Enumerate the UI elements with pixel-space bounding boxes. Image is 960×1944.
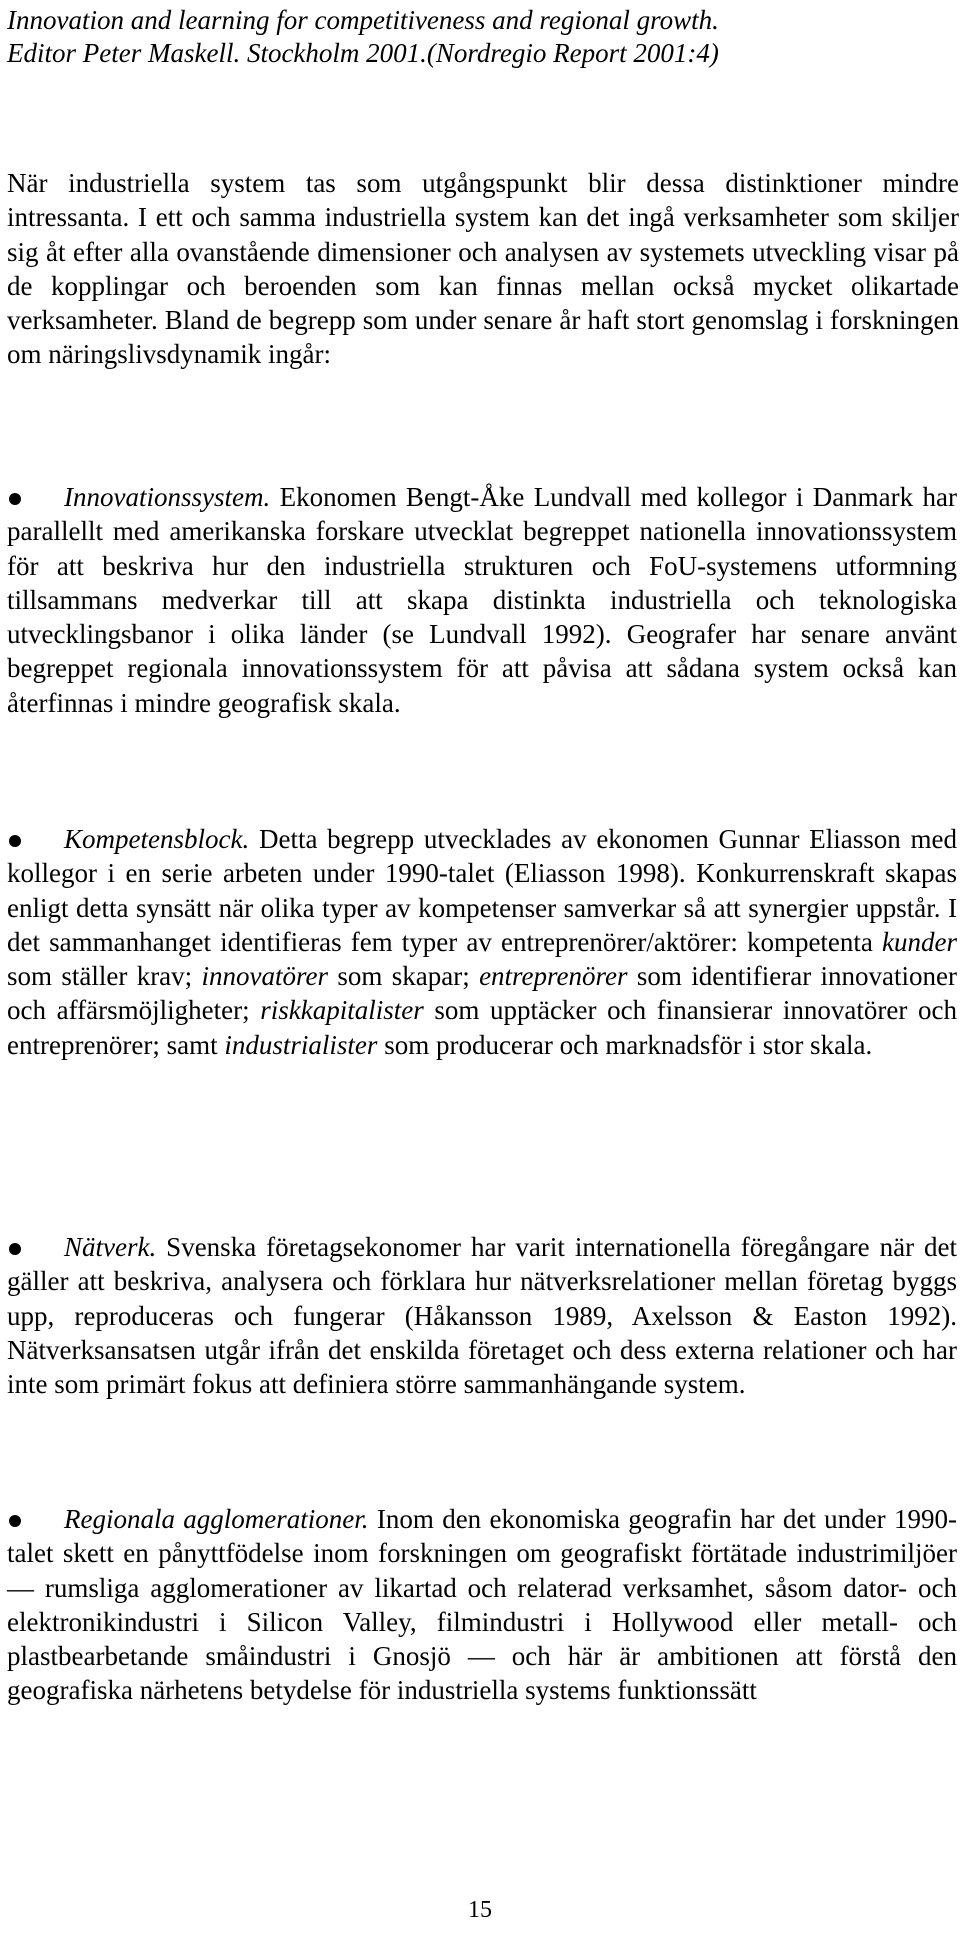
term-innovatorer: innovatörer: [201, 961, 329, 992]
term-riskkapitalister: riskkapitalister: [260, 995, 424, 1026]
bullet-term: Kompetensblock.: [64, 824, 250, 854]
bullet-text: som identifierar innovationer och affärsmöjligheter;: [7, 961, 957, 1026]
bullet-text: Detta begrepp utvecklades av ekonomen Gunnar Eliasson med kollegor i en serie arbeten under 1990-talet (Eliasson 1998). Konkurrenskraft skapas enligt detta synsätt när olika typer av kompetenser samverkar så att synergier uppstår. I det sammanhanget identifieras fem typer av entreprenörer/aktörer: kompetenta: [7, 824, 957, 957]
bullet-text: som upptäcker och finansierar innovatörer och entreprenörer; samt: [7, 995, 957, 1060]
bullet-regionala-agglomerationer: [7, 1502, 957, 1708]
bullet-text: som skapar;: [328, 961, 480, 992]
bullet-term: Nätverk.: [64, 1232, 157, 1262]
bullet-innovationssystem: [7, 480, 957, 720]
bullet-term: Innovationssystem.: [64, 482, 271, 512]
report-header: [7, 4, 947, 70]
header-line-2: Editor Peter Maskell. Stockholm 2001.(Nordregio Report 2001:4): [7, 38, 719, 68]
bullet-paragraph: [7, 1230, 957, 1401]
page-number: 15: [468, 1897, 492, 1923]
intro-paragraph: När industriella system tas som utgångspunkt blir dessa distinktioner mindre intressanta. I ett och samma industriella system kan det ingå verksamheter som skiljer sig åt efter alla ovanstående dimensioner och analysen av systemets utveckling visar på de kopplingar och beroenden som kan finnas mellan också mycket olikartade verksamheter. Bland de begrepp som under senare år haft stort genomslag i forskningen om näringslivsdynamik ingår:: [7, 168, 959, 370]
bullet-text: som producerar och marknadsför i stor skala.: [377, 1029, 873, 1060]
bullet-kompetensblock: [7, 822, 957, 1062]
bullet-text: som ställer krav;: [7, 961, 202, 992]
bullet-paragraph: [7, 822, 957, 1062]
bullet-term: Regionala agglomerationer.: [64, 1504, 369, 1534]
term-industrialister: industrialister: [224, 1029, 378, 1060]
term-entreprenorer: entreprenörer: [479, 961, 628, 992]
bullet-text: Ekonomen Bengt-Åke Lundvall med kollegor i Danmark har parallellt med amerikanska forskare utvecklat begreppet nationella innovationssystem för att beskriva hur den industriella strukturen och FoU-systemens utformning tillsammans medverkar till att skapa distinkta industriella och teknologiska utvecklingsbanor i olika länder (se Lundvall 1992). Geografer har senare använt begreppet regionala innovationssystem för att påvisa att sådana system också kan återfinnas i mindre geografisk skala.: [7, 482, 957, 718]
bullet-natverk: [7, 1230, 957, 1401]
bullet-text: Inom den ekonomiska geografin har det under 1990-talet skett en pånyttfödelse inom forskningen om geografiskt förtätade industrimiljöer — rumsliga agglomerationer av likartad och relaterad verksamhet, såsom dator- och elektronikindustri i Silicon Valley, filmindustri i Hollywood eller metall- och plastbearbetande småindustri i Gnosjö — och här är ambitionen att förstå den geografiska närhetens betydelse för industriella systems funktionssätt: [7, 1504, 957, 1706]
bullet-paragraph: [7, 1502, 957, 1708]
bullet-paragraph: [7, 480, 957, 720]
term-kunder: kunder: [882, 926, 957, 957]
bullet-text: Svenska företagsekonomer har varit internationella föregångare när det gäller att beskriva, analysera och förklara hur nätverksrelationer mellan företag byggs upp, reproduceras och fungerar (Håkansson 1989, Axelsson & Easton 1992). Nätverksansatsen utgår ifrån det enskilda företaget och dess externa relationer och har inte som primärt fokus att definiera större sammanhängande system.: [7, 1232, 957, 1400]
header-line-1: Innovation and learning for competitiveness and regional growth.: [7, 5, 719, 35]
